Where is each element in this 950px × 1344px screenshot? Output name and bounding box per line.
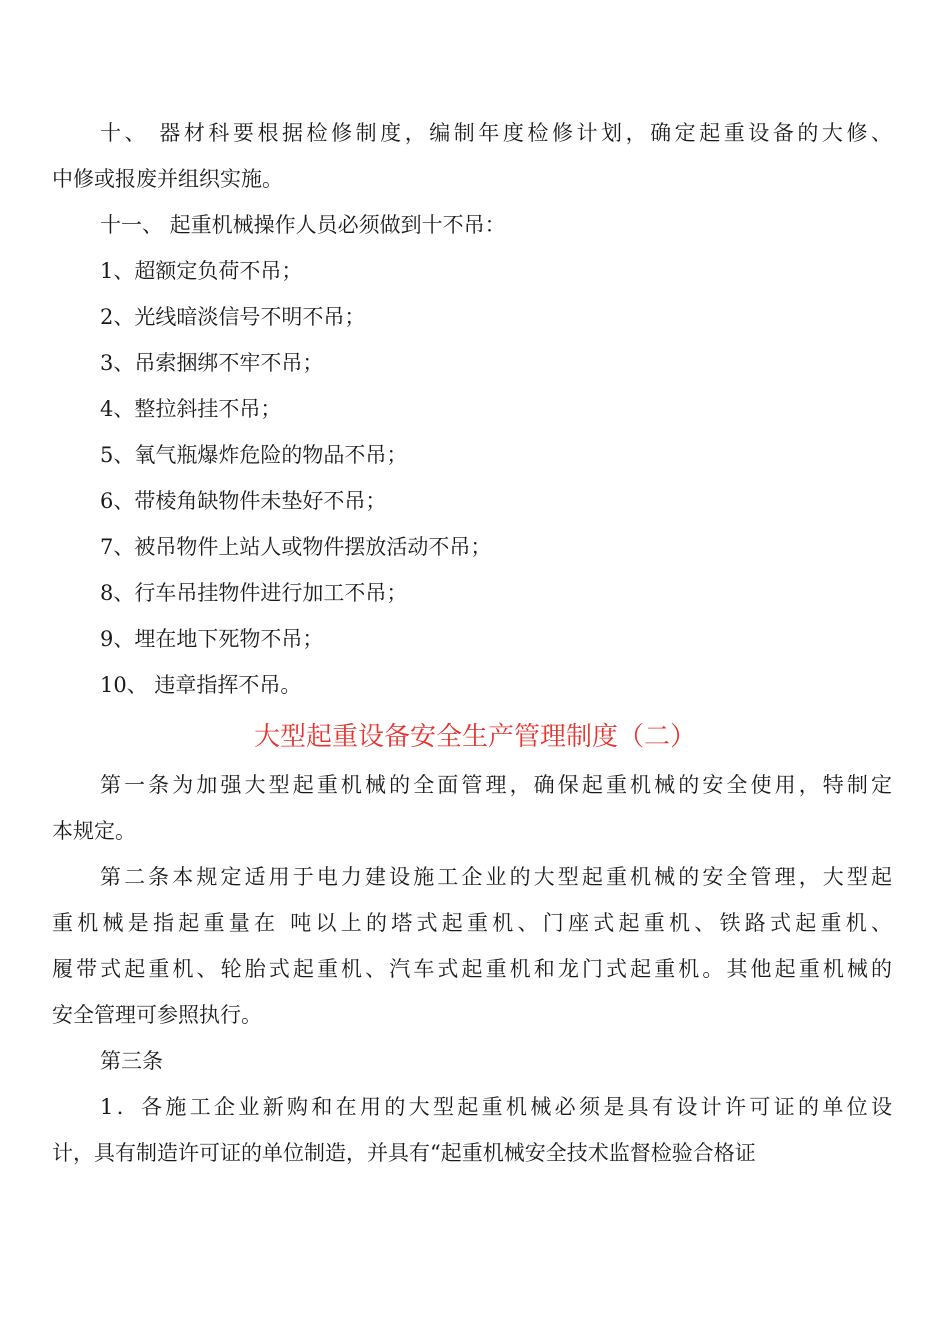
list-item-3: 3、吊索捆绑不牢不吊； xyxy=(100,351,324,375)
article-3-heading: 第三条 xyxy=(100,1049,163,1073)
list-item-4: 4、整拉斜挂不吊； xyxy=(100,397,282,421)
article-3-item-1-line-1: 1．各施工企业新购和在用的大型起重机械必须是具有设计许可证的单位设 xyxy=(100,1095,892,1119)
article-2-line-3: 履带式起重机、轮胎式起重机、汽车式起重机和龙门式起重机。其他起重机械的 xyxy=(52,957,892,981)
article-1-line-2: 本规定。 xyxy=(52,819,136,843)
paragraph-item-11: 十一、 起重机械操作人员必须做到十不吊： xyxy=(100,213,506,237)
list-item-5: 5、氧气瓶爆炸危险的物品不吊； xyxy=(100,443,408,467)
section-title: 大型起重设备安全生产管理制度（二） xyxy=(253,722,696,752)
list-item-9: 9、埋在地下死物不吊； xyxy=(100,627,324,651)
list-item-7: 7、被吊物件上站人或物件摆放活动不吊； xyxy=(100,535,492,559)
list-item-8: 8、行车吊挂物件进行加工不吊； xyxy=(100,581,408,605)
article-3-item-1-line-2: 计，具有制造许可证的单位制造，并具有“起重机械安全技术监督检验合格证 xyxy=(52,1141,756,1165)
article-1-line-1: 第一条为加强大型起重机械的全面管理，确保起重机械的安全使用，特制定 xyxy=(100,773,892,797)
article-2-line-1: 第二条本规定适用于电力建设施工企业的大型起重机械的安全管理，大型起 xyxy=(100,865,892,889)
paragraph-item-10-line-2: 中修或报废并组织实施。 xyxy=(52,167,283,191)
paragraph-item-10-line-1: 十、 器材科要根据检修制度，编制年度检修计划，确定起重设备的大修、 xyxy=(100,121,892,145)
list-item-1: 1、超额定负荷不吊； xyxy=(100,259,303,283)
list-item-10: 10、 违章指挥不吊。 xyxy=(100,673,302,697)
list-item-6: 6、带棱角缺物件未垫好不吊； xyxy=(100,489,387,513)
list-item-2: 2、光线暗淡信号不明不吊； xyxy=(100,305,366,329)
article-2-line-4: 安全管理可参照执行。 xyxy=(52,1003,262,1027)
article-2-line-2: 重机械是指起重量在 吨以上的塔式起重机、门座式起重机、铁路式起重机、 xyxy=(52,911,892,935)
